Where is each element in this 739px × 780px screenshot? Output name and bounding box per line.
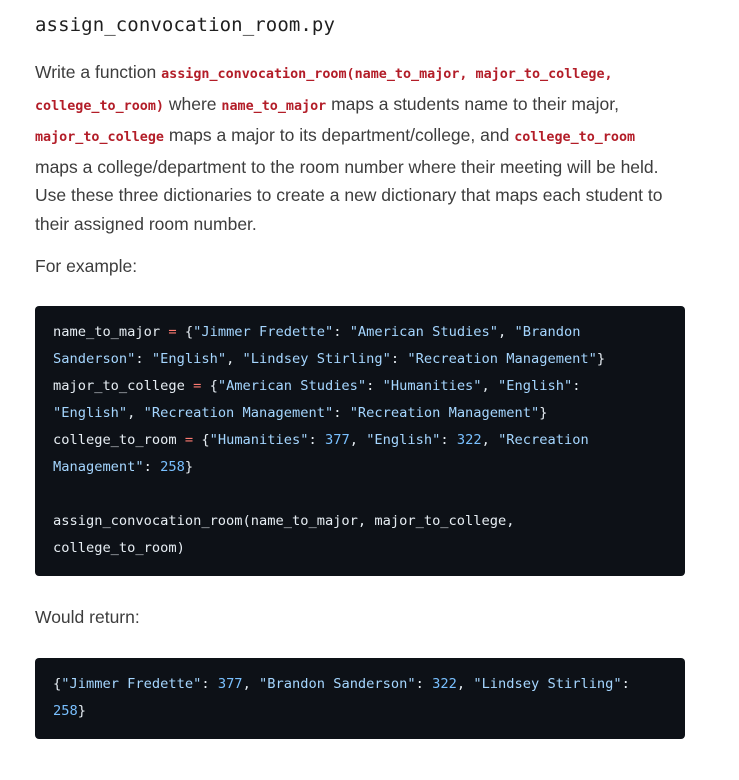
code-token: "Humanities" — [382, 378, 482, 394]
code-token: { — [176, 324, 194, 340]
code-token: } — [539, 405, 548, 421]
code-line — [53, 698, 667, 725]
code-token: , — [456, 676, 474, 692]
inline-code: college_to_room — [514, 130, 636, 146]
inline-code: college_to_room) — [35, 98, 164, 114]
code-token: "English" — [498, 378, 573, 394]
inline-code: name_to_major — [221, 98, 327, 114]
description-text: Use these three dictionaries to create a new dictionary that maps each student to — [35, 185, 663, 206]
code-token: } — [596, 351, 606, 367]
description-line — [35, 121, 685, 153]
code-token: "American Studies" — [349, 324, 499, 340]
code-token: : — [201, 676, 218, 692]
description-line — [35, 90, 685, 122]
code-line — [53, 508, 667, 535]
code-token: : — [390, 351, 408, 367]
code-token: college_to_room) — [53, 540, 185, 556]
code-token: major_to_college — [53, 378, 194, 394]
code-line — [53, 319, 667, 346]
return-label: Would return: — [35, 607, 140, 627]
code-token: "Lindsey Stirling" — [242, 351, 391, 367]
code-token: Management" — [53, 459, 144, 475]
description-paragraph — [35, 58, 685, 239]
code-line — [53, 671, 667, 698]
code-token: { — [193, 432, 210, 448]
code-token: name_to_major — [53, 324, 169, 340]
code-token: "Humanities" — [209, 432, 309, 448]
code-token: = — [168, 324, 177, 340]
code-token: : — [308, 432, 325, 448]
code-token: } — [77, 703, 86, 719]
code-token: "English" — [366, 432, 441, 448]
code-line — [53, 373, 667, 400]
code-token: "Recreation Management" — [349, 405, 540, 421]
description-text: their assigned room number. — [35, 213, 257, 234]
code-token: = — [193, 378, 202, 394]
inline-code: major_to_college — [35, 130, 164, 146]
description-line — [35, 153, 685, 182]
file-title: assign_convocation_room.py — [35, 14, 336, 36]
description-line — [35, 58, 685, 90]
return-code-block — [35, 658, 685, 739]
code-token: 377 — [217, 676, 243, 692]
code-token: Sanderson" — [53, 351, 136, 367]
code-token: { — [53, 676, 62, 692]
code-token: "Brandon — [514, 324, 581, 340]
code-token: "Lindsey Stirling" — [473, 676, 622, 692]
code-token: : — [621, 676, 630, 692]
code-token: 322 — [432, 676, 457, 692]
example-label: For example: — [35, 256, 138, 276]
description-text: maps a college/department to the room number where their meeting will be held. — [35, 156, 659, 177]
code-token: "Jimmer Fredette" — [61, 676, 202, 692]
description-text: maps a major to its department/college, and — [164, 125, 515, 146]
code-token: , — [349, 432, 367, 448]
code-token: : — [415, 676, 433, 692]
code-token: } — [184, 459, 194, 475]
code-token: 258 — [160, 459, 185, 475]
description-text: Write a function — [35, 62, 162, 82]
code-token: "Recreation Management" — [143, 405, 334, 421]
code-token: { — [201, 378, 218, 394]
code-token: , — [242, 676, 260, 692]
description-line — [35, 181, 685, 210]
code-line — [53, 454, 667, 481]
code-token: "English" — [53, 405, 128, 421]
code-line — [53, 400, 667, 427]
code-line — [53, 346, 667, 373]
code-token: 258 — [53, 703, 78, 719]
example-code-block — [35, 306, 685, 576]
code-token: , — [226, 351, 243, 367]
description-text: where — [164, 93, 222, 114]
code-token: : — [366, 378, 383, 394]
code-token: , — [481, 432, 499, 448]
code-line — [53, 535, 667, 562]
code-token: = — [184, 432, 194, 448]
code-token: , — [498, 324, 515, 340]
code-token: 377 — [324, 432, 350, 448]
code-token: : — [135, 351, 152, 367]
code-token: 322 — [456, 432, 482, 448]
code-token: : — [572, 378, 581, 394]
code-line — [53, 427, 667, 454]
code-token: college_to_room — [53, 432, 185, 448]
code-token: "English" — [151, 351, 227, 367]
code-token: "American Studies" — [217, 378, 367, 394]
code-token: , — [127, 405, 144, 421]
inline-code: assign_convocation_room(name_to_major, major_to_college, — [161, 67, 613, 82]
code-token: assign_convocation_room(name_to_major, major_to_college, — [53, 513, 515, 529]
code-token: , — [481, 378, 499, 394]
code-token: : — [333, 405, 350, 421]
code-token: : — [333, 324, 350, 340]
code-token: "Brandon Sanderson" — [259, 676, 416, 692]
code-line — [53, 481, 667, 508]
code-token: : — [440, 432, 457, 448]
code-token: "Recreation Management" — [407, 351, 597, 367]
code-token: : — [143, 459, 161, 475]
description-line — [35, 210, 685, 239]
description-text: maps a students name to their major, — [326, 93, 619, 114]
code-token: "Recreation — [498, 432, 589, 448]
code-token: "Jimmer Fredette" — [193, 324, 334, 340]
